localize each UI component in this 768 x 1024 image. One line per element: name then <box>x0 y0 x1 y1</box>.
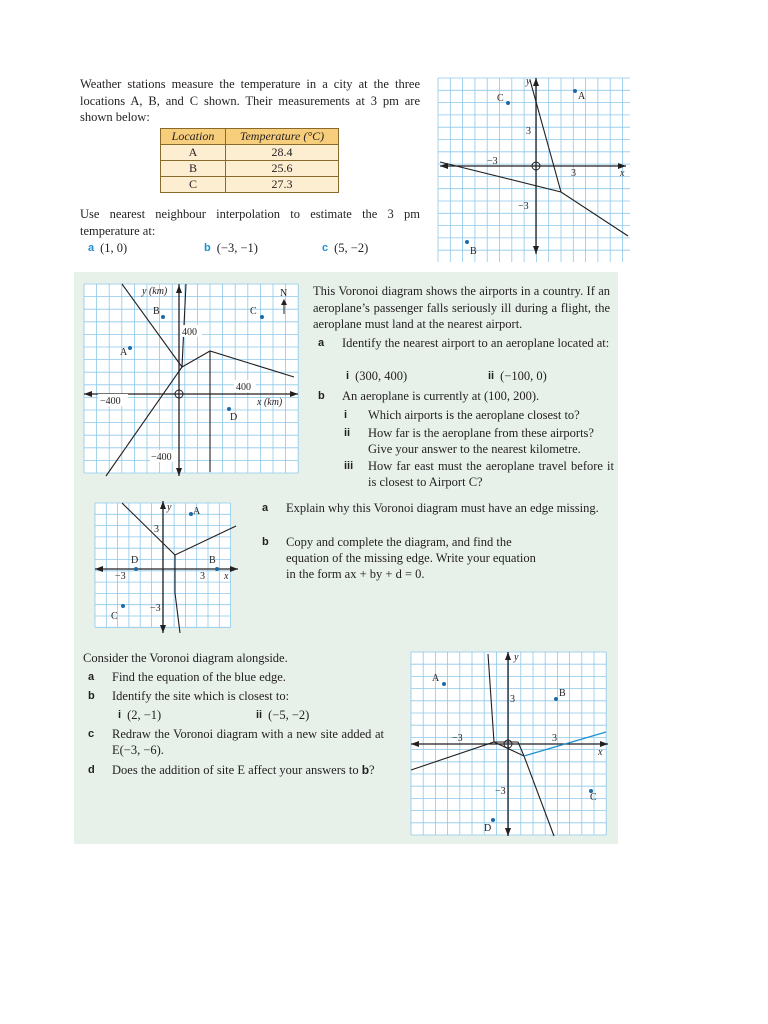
table-row <box>161 177 339 193</box>
q2-part-b-ii: ii How far is the aeroplane from these airports? Give your answer to the nearest kilometre. <box>344 426 594 456</box>
q4-part-d: d Does the addition of site E affect your answers to b? <box>88 763 375 777</box>
table-cell: C <box>161 177 226 193</box>
q2-part-b-i: i Which airports is the aeroplane closest to? <box>344 408 580 422</box>
y-axis-label: y (km) <box>142 286 168 297</box>
q1-part-c: c (5, −2) <box>322 241 369 255</box>
site-c <box>506 101 510 105</box>
site-label: D <box>230 412 238 423</box>
q4-part-b: b Identify the site which is closest to: <box>88 689 290 703</box>
q1-prompt: Use nearest neighbour interpolation to estimate the 3 pm temperature at: <box>80 207 420 238</box>
site-label: B <box>470 246 477 257</box>
site-a <box>128 346 132 350</box>
table-row <box>161 161 339 177</box>
tick-label: −3 <box>518 201 529 212</box>
q1-temperature-table <box>160 128 339 193</box>
q3-part-a: a Explain why this Voronoi diagram must have an edge missing. <box>262 501 599 515</box>
y-axis-label: y <box>514 652 519 663</box>
q4-part-a: a Find the equation of the blue edge. <box>88 670 286 684</box>
site-label: B <box>559 688 566 699</box>
site-d <box>227 407 231 411</box>
site-label: D <box>484 823 492 834</box>
site-label: A <box>120 347 128 358</box>
q2-grid <box>84 284 298 473</box>
tick-label: 3 <box>552 733 557 744</box>
table-cell: A <box>161 145 226 161</box>
site-a <box>442 682 446 686</box>
table-header-location: Location <box>161 129 226 145</box>
site-label: C <box>497 93 504 104</box>
x-axis-label: x <box>224 571 229 582</box>
site-c <box>121 604 125 608</box>
site-d <box>134 567 138 571</box>
site-label: B <box>153 306 160 317</box>
tick-label: −3 <box>150 603 161 614</box>
q2-part-a-ii: ii (−100, 0) <box>488 369 547 383</box>
site-d <box>491 818 495 822</box>
tick-label: −3 <box>495 786 506 797</box>
tick-label: 3 <box>200 571 205 582</box>
tick-label: −3 <box>452 733 463 744</box>
site-label: A <box>432 673 440 684</box>
x-axis-label: x (km) <box>257 397 283 408</box>
site-label: C <box>111 611 118 622</box>
grid-background <box>84 284 298 473</box>
q2-part-b-iii: iii How far east must the aeroplane travel before it is closest to Airport C? <box>344 459 614 489</box>
tick-label: 3 <box>571 168 576 179</box>
table-header-temperature: Temperature (°C) <box>226 129 339 145</box>
q2-intro: This Voronoi diagram shows the airports in a country. If an aeroplane’s passenger falls seriously ill during a flight, the aeroplane must land at the nearest airport. <box>313 284 610 331</box>
site-label: C <box>590 792 597 803</box>
site-a <box>573 89 577 93</box>
site-b <box>161 315 165 319</box>
tick-label: 400 <box>236 382 251 393</box>
q4-part-b-ii: ii (−5, −2) <box>256 708 310 722</box>
q4-part-c: c Redraw the Voronoi diagram with a new site added at E(−3, −6). <box>88 727 384 757</box>
site-label: B <box>209 555 216 566</box>
y-axis-arrow-down <box>160 625 166 633</box>
x-axis-arrow <box>230 566 238 572</box>
y-axis-label: y <box>167 502 172 513</box>
q4-voronoi-graph <box>408 648 610 838</box>
q1-part-a: a (1, 0) <box>88 241 128 255</box>
q1-voronoi-graph <box>430 72 630 262</box>
north-label: N <box>280 288 288 299</box>
q2-voronoi-graph <box>82 282 300 478</box>
table-cell: 25.6 <box>226 161 339 177</box>
tick-label: −400 <box>151 452 172 463</box>
site-c <box>260 315 264 319</box>
q4-intro: Consider the Voronoi diagram alongside. <box>83 651 288 665</box>
tick-label: −400 <box>100 396 121 407</box>
tick-label: 3 <box>526 126 531 137</box>
site-b <box>465 240 469 244</box>
q3-part-b: b Copy and complete the diagram, and find the equation of the missing edge. Write your equation in the form ax + by + d = 0. <box>262 535 536 581</box>
q2-part-a-i: i (300, 400) <box>346 369 408 383</box>
site-label: A <box>193 506 201 517</box>
site-label: D <box>131 555 139 566</box>
tick-label: 400 <box>182 327 197 338</box>
site-b <box>554 697 558 701</box>
tick-label: 3 <box>154 524 159 535</box>
table-cell: 28.4 <box>226 145 339 161</box>
q4-part-b-i: i (2, −1) <box>118 708 162 722</box>
q3-voronoi-graph <box>92 497 242 637</box>
site-b <box>215 567 219 571</box>
site-label: C <box>250 306 257 317</box>
table-row <box>161 145 339 161</box>
q1-intro: Weather stations measure the temperature in a city at the three locations A, B, and C shown. Their measurements at 3 pm are shown below: <box>80 77 420 124</box>
q2-part-b: b An aeroplane is currently at (100, 200). <box>318 389 540 403</box>
q2-part-a: a Identify the nearest airport to an aeroplane located at: <box>318 336 610 350</box>
tick-label: 3 <box>510 694 515 705</box>
table-cell: 27.3 <box>226 177 339 193</box>
x-axis-label: x <box>620 168 625 179</box>
x-axis-label: x <box>598 747 603 758</box>
y-axis-label: y <box>526 76 531 87</box>
tick-label: −3 <box>487 156 498 167</box>
table-cell: B <box>161 161 226 177</box>
q1-part-b: b (−3, −1) <box>204 241 258 255</box>
tick-label: −3 <box>115 571 126 582</box>
site-label: A <box>578 91 586 102</box>
